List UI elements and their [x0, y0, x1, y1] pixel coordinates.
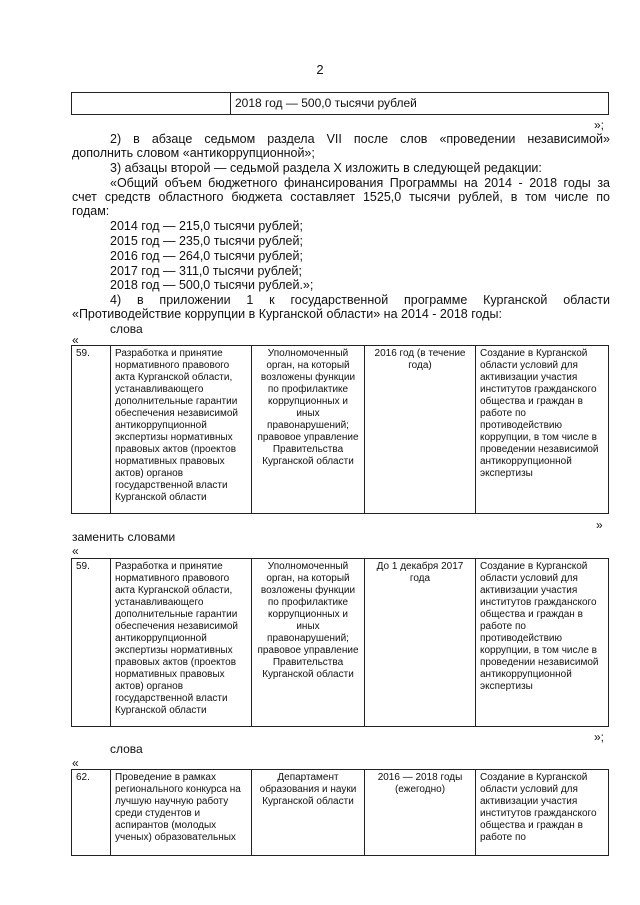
- table-2: [71, 558, 609, 727]
- table-1: [71, 345, 609, 514]
- replace-label: заменить словами: [72, 530, 176, 544]
- year-line: 2017 год — 311,0 тысячи рублей;: [110, 264, 303, 278]
- year-line: 2018 год — 500,0 тысячи рублей.»;: [110, 278, 314, 292]
- page-number: 2: [316, 62, 324, 77]
- row-number: 62.: [72, 770, 111, 856]
- term-cell: 2016 — 2018 годы (ежегодно): [365, 770, 476, 856]
- para4-line1: 4) в приложении 1 к государственной программе Курганской области: [110, 293, 610, 307]
- para3-line1: 3) абзацы второй — седьмой раздела X изложить в следующей редакции:: [110, 161, 542, 175]
- words-label-1: слова: [110, 322, 143, 336]
- term-cell: До 1 декабря 2017 года: [365, 559, 476, 727]
- action-cell: Разработка и принятие нормативного правового акта Курганской области, устанавливающего дополнительные гарантии обеспечения независимой антикоррупционной экспертизы нормативных правовых актов (проектов нормативных правовых актов) органов государственной власти Курганской области: [111, 559, 252, 727]
- result-cell: Создание в Курганской области условий для активизации участия институтов гражданского общества и граждан в работе по противодействию коррупции, в том числе в проведении независимой антикоррупционной экспертизы: [476, 346, 609, 514]
- table-row: [72, 770, 609, 856]
- year-line: 2016 год — 264,0 тысячи рублей;: [110, 249, 303, 263]
- table-3: [71, 769, 609, 856]
- top-table-text: 2018 год — 500,0 тысячи рублей: [231, 93, 609, 115]
- close-quote-plain: »: [596, 518, 603, 532]
- action-cell: Разработка и принятие нормативного правового акта Курганской области, устанавливающего дополнительные гарантии обеспечения независимой антикоррупционной экспертизы нормативных правовых актов (проектов нормативных правовых актов) органов государственной власти Курганской области: [111, 346, 252, 514]
- executor-cell: Уполномоченный орган, на который возложены функции по профилактике коррупционных и иных правонарушений; правовое управление Правительства Курганской области: [252, 559, 365, 727]
- result-cell: Создание в Курганской области условий для активизации участия институтов гражданского общества и граждан в работе по: [476, 770, 609, 856]
- open-quote-1: «: [72, 333, 79, 347]
- para2-line2: дополнить словом «антикоррупционной»;: [72, 146, 315, 160]
- table-row: [72, 559, 609, 727]
- top-table-empty-cell: [72, 93, 231, 115]
- para4-line2: «Противодействие коррупции в Курганской области» на 2014 - 2018 годы:: [72, 307, 502, 321]
- executor-cell: Департамент образования и науки Курганской области: [252, 770, 365, 856]
- close-quote-1: »;: [594, 118, 605, 132]
- top-table: [71, 92, 609, 115]
- executor-cell: Уполномоченный орган, на который возложены функции по профилактике коррупционных и иных правонарушений; правовое управление Правительства Курганской области: [252, 346, 365, 514]
- open-quote-3: «: [72, 756, 79, 770]
- row-number: 59.: [72, 346, 111, 514]
- action-cell: Проведение в рамках регионального конкурса на лучшую научную работу среди студентов и аспирантов (молодых ученых) образовательных: [111, 770, 252, 856]
- words-label-2: слова: [110, 742, 143, 756]
- quote-line2: счет средств областного бюджета составляет 1525,0 тысячи рублей, в том числе по: [72, 190, 610, 204]
- close-quote-2: »;: [594, 730, 605, 744]
- quote-line3: годам:: [72, 204, 110, 218]
- year-line: 2014 год — 215,0 тысячи рублей;: [110, 219, 303, 233]
- open-quote-2: «: [72, 544, 79, 558]
- result-cell: Создание в Курганской области условий для активизации участия институтов гражданского общества и граждан в работе по противодействию коррупции, в том числе в проведении независимой антикоррупционной экспертизы: [476, 559, 609, 727]
- quote-line1: «Общий объем бюджетного финансирования Программы на 2014 - 2018 годы за: [110, 176, 610, 190]
- table-row: [72, 346, 609, 514]
- row-number: 59.: [72, 559, 111, 727]
- para2-line1: 2) в абзаце седьмом раздела VII после слов «проведении независимой»: [110, 132, 610, 146]
- term-cell: 2016 год (в течение года): [365, 346, 476, 514]
- year-line: 2015 год — 235,0 тысячи рублей;: [110, 234, 303, 248]
